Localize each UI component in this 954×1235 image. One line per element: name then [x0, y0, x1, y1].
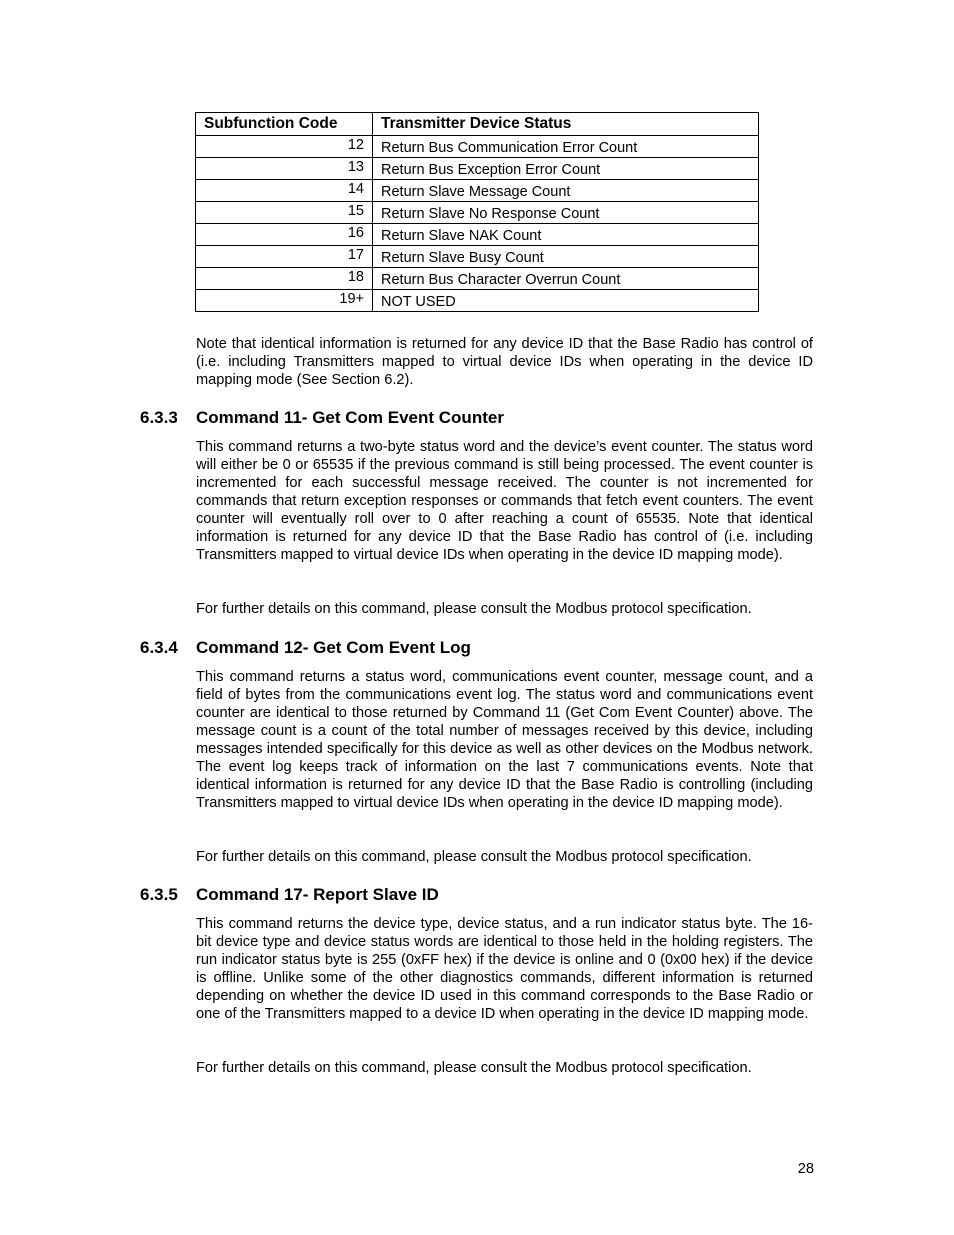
status-description-cell: Return Slave No Response Count — [373, 202, 759, 224]
subfunction-code-cell: 19+ — [196, 290, 373, 312]
status-description-cell: Return Slave Busy Count — [373, 246, 759, 268]
status-description-cell: Return Bus Communication Error Count — [373, 136, 759, 158]
table-row — [196, 136, 759, 158]
table-header-row — [196, 113, 759, 136]
page-number: 28 — [797, 1161, 814, 1177]
status-description-cell: Return Bus Exception Error Count — [373, 158, 759, 180]
subfunction-code-cell: 15 — [196, 202, 373, 224]
section-body-paragraph: This command returns the device type, device status, and a run indicator status byte. The 16-bit device type and device status words are identical to those held in the holding registers. The run indicator status byte is 255 (0xFF hex) if the device is online and 0 (0x00 hex) if the device is offline. Unlike some of the other diagnostics commands, different information is returned depending on whether the device ID used in this command corresponds to the Base Radio or one of the Transmitters mapped to a device ID when operating in the device ID mapping mode. — [196, 916, 813, 1022]
section-heading-6-3-5 — [140, 885, 439, 905]
further-details-paragraph: For further details on this command, please consult the Modbus protocol specification. — [196, 1060, 752, 1076]
section-heading-6-3-3 — [140, 408, 504, 428]
section-number: 6.3.3 — [140, 408, 178, 427]
column-header-transmitter-device-status: Transmitter Device Status — [373, 113, 759, 136]
subfunction-code-cell: 17 — [196, 246, 373, 268]
status-description-cell: NOT USED — [373, 290, 759, 312]
section-number: 6.3.4 — [140, 638, 178, 657]
further-details-paragraph: For further details on this command, please consult the Modbus protocol specification. — [196, 849, 752, 865]
subfunction-code-cell: 14 — [196, 180, 373, 202]
table-row — [196, 246, 759, 268]
status-description-cell: Return Slave Message Count — [373, 180, 759, 202]
section-title: Command 11- Get Com Event Counter — [196, 408, 504, 427]
section-title: Command 17- Report Slave ID — [196, 885, 439, 904]
subfunction-code-cell: 16 — [196, 224, 373, 246]
section-heading-6-3-4 — [140, 638, 471, 658]
column-header-subfunction-code: Subfunction Code — [196, 113, 373, 136]
further-details-paragraph: For further details on this command, please consult the Modbus protocol specification. — [196, 601, 752, 617]
table-row — [196, 180, 759, 202]
table-row — [196, 268, 759, 290]
table-row — [196, 290, 759, 312]
subfunction-table — [195, 112, 759, 312]
table-row — [196, 202, 759, 224]
subfunction-code-cell: 12 — [196, 136, 373, 158]
section-body-paragraph: This command returns a two-byte status word and the device’s event counter. The status word will either be 0 or 65535 if the previous command is still being processed. The event counter is incremented for each successful message received. The counter is not incremented for commands that return exception responses or commands that fetch event counters. The event counter will eventually roll over to 0 after reaching a count of 65535. Note that identical information is returned for any device ID that the Base Radio has control of (i.e. including Transmitters mapped to virtual device IDs when operating in the device ID mapping mode). — [196, 439, 813, 563]
table-row — [196, 158, 759, 180]
subfunction-code-cell: 18 — [196, 268, 373, 290]
section-number: 6.3.5 — [140, 885, 178, 904]
table-row — [196, 224, 759, 246]
status-description-cell: Return Slave NAK Count — [373, 224, 759, 246]
section-title: Command 12- Get Com Event Log — [196, 638, 471, 657]
subfunction-code-cell: 13 — [196, 158, 373, 180]
status-description-cell: Return Bus Character Overrun Count — [373, 268, 759, 290]
section-body-paragraph: This command returns a status word, communications event counter, message count, and a field of bytes from the communications event log. The status word and communications event counter are identical to those returned by Command 11 (Get Com Event Counter) above. The message count is a count of the total number of messages received by this device, including messages intended specifically for this device as well as other devices on the Modbus network. The event log keeps track of information on the last 7 communications events. Note that identical information is returned for any device ID that the Base Radio is controlling (including Transmitters mapped to virtual device IDs when operating in the device ID mapping mode). — [196, 669, 813, 811]
intro-note-paragraph: Note that identical information is returned for any device ID that the Base Radio has control of (i.e. including Transmitters mapped to virtual device IDs when operating in the device ID mapping mode (See Section 6.2). — [196, 336, 813, 388]
